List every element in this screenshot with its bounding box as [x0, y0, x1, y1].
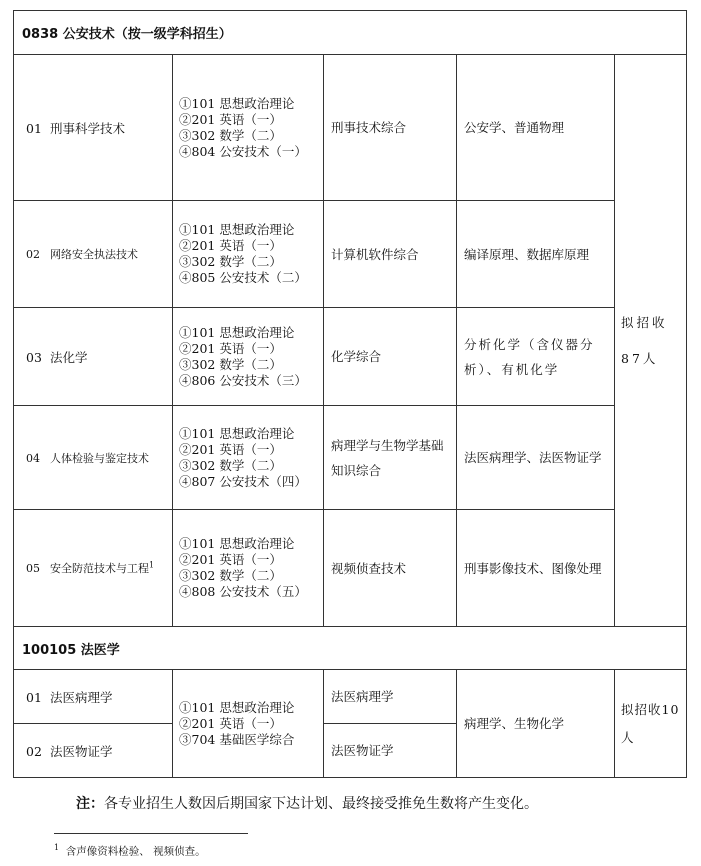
enrollment-table — [13, 10, 687, 778]
exam-subject: ①101 思想政治理论 — [179, 222, 295, 237]
major-cell — [14, 510, 173, 627]
exam-subject: ④807 公安技术（四） — [179, 473, 307, 489]
retest-subject: 计算机软件综合 — [324, 201, 457, 308]
exam-subject: ④806 公安技术（三） — [179, 372, 307, 388]
exam-subject: ④804 公安技术（一） — [179, 143, 307, 159]
exam-subject: ②201 英语（一） — [179, 238, 282, 253]
table-row — [14, 510, 687, 627]
exam-subject: ①101 思想政治理论 — [179, 425, 295, 441]
exam-subject: ②201 英语（一） — [179, 340, 282, 356]
major-name: 安全防范技术与工程 — [50, 562, 149, 575]
table-row — [14, 406, 687, 510]
exam-subject: ③302 数学（二） — [179, 127, 282, 143]
retest-subject: 刑事技术综合 — [324, 55, 457, 201]
major-cell — [14, 406, 173, 510]
equal-subject: 公安学、普通物理 — [457, 55, 615, 201]
exam-subjects — [173, 510, 324, 627]
exam-subject: ①101 思想政治理论 — [179, 536, 295, 551]
major-code: 01 — [26, 120, 42, 136]
major-code: 02 — [26, 743, 42, 759]
exam-subjects — [173, 406, 324, 510]
major-cell — [14, 670, 173, 724]
major-code: 01 — [26, 689, 42, 705]
note-text: 各专业招生人数因后期国家下达计划、最终接受推免生数将产生变化。 — [104, 796, 538, 812]
major-cell — [14, 201, 173, 308]
major-cell — [14, 724, 173, 778]
retest-subject: 化学综合 — [324, 308, 457, 406]
equal-subject: 病理学、生物化学 — [457, 670, 615, 778]
section-header-row — [14, 627, 687, 670]
footnote-text: 含声像资料检验、 视频侦查。 — [65, 845, 206, 858]
exam-subject: ②201 英语（一） — [179, 552, 282, 567]
exam-subject: ③302 数学（二） — [179, 356, 282, 372]
equal-subject: 分析化学（含仪器分析）、有机化学 — [457, 308, 615, 406]
exam-subject: ②201 英语（一） — [179, 111, 282, 127]
major-code: 02 — [26, 248, 40, 261]
major-name: 网络安全执法技术 — [50, 248, 138, 261]
major-name: 法医物证学 — [50, 743, 113, 759]
exam-subjects — [173, 670, 324, 778]
table-row — [14, 308, 687, 406]
major-name: 人体检验与鉴定技术 — [50, 451, 149, 465]
exam-subjects — [173, 55, 324, 201]
exam-subject: ③302 数学（二） — [179, 457, 282, 473]
equal-subject: 编译原理、数据库原理 — [457, 201, 615, 308]
table-row — [14, 670, 687, 724]
exam-subject: ①101 思想政治理论 — [179, 324, 295, 340]
retest-subject: 视频侦查技术 — [324, 510, 457, 627]
exam-subjects — [173, 308, 324, 406]
exam-subject: ②201 英语（一） — [179, 715, 282, 731]
retest-subject: 法医病理学 — [324, 670, 457, 724]
exam-subject: ①101 思想政治理论 — [179, 699, 295, 715]
major-name: 刑事科学技术 — [50, 120, 126, 136]
footnote-mark: 1 — [149, 560, 155, 570]
exam-subject: ①101 思想政治理论 — [179, 95, 295, 111]
exam-subject: ④805 公安技术（二） — [179, 270, 307, 285]
footnote — [54, 843, 206, 859]
section-title: 0838 公安技术（按一级学科招生） — [14, 11, 687, 55]
quota-cell: 拟招收87人 — [615, 55, 687, 627]
equal-subject: 刑事影像技术、图像处理 — [457, 510, 615, 627]
section-header-row — [14, 11, 687, 55]
note-label: 注： — [76, 796, 104, 812]
exam-subject: ②201 英语（一） — [179, 441, 282, 457]
exam-subject: ③302 数学（二） — [179, 568, 282, 583]
major-cell — [14, 308, 173, 406]
major-name: 法医病理学 — [50, 689, 113, 705]
section-title: 100105 法医学 — [14, 627, 687, 670]
footnote-divider — [54, 833, 248, 834]
table-row — [14, 55, 687, 201]
major-cell — [14, 55, 173, 201]
equal-subject: 法医病理学、法医物证学 — [457, 406, 615, 510]
major-code: 05 — [26, 562, 40, 575]
major-code: 03 — [26, 349, 42, 365]
major-code: 04 — [26, 451, 40, 465]
exam-subject: ③302 数学（二） — [179, 254, 282, 269]
exam-subject: ④808 公安技术（五） — [179, 584, 307, 599]
major-name: 法化学 — [50, 349, 88, 365]
table-row — [14, 201, 687, 308]
footnote-mark: 1 — [54, 843, 60, 852]
note — [76, 793, 538, 813]
exam-subject: ③704 基础医学综合 — [179, 731, 295, 747]
retest-subject: 法医物证学 — [324, 724, 457, 778]
exam-subjects — [173, 201, 324, 308]
retest-subject: 病理学与生物学基础知识综合 — [324, 406, 457, 510]
quota-cell: 拟招收10人 — [615, 670, 687, 778]
